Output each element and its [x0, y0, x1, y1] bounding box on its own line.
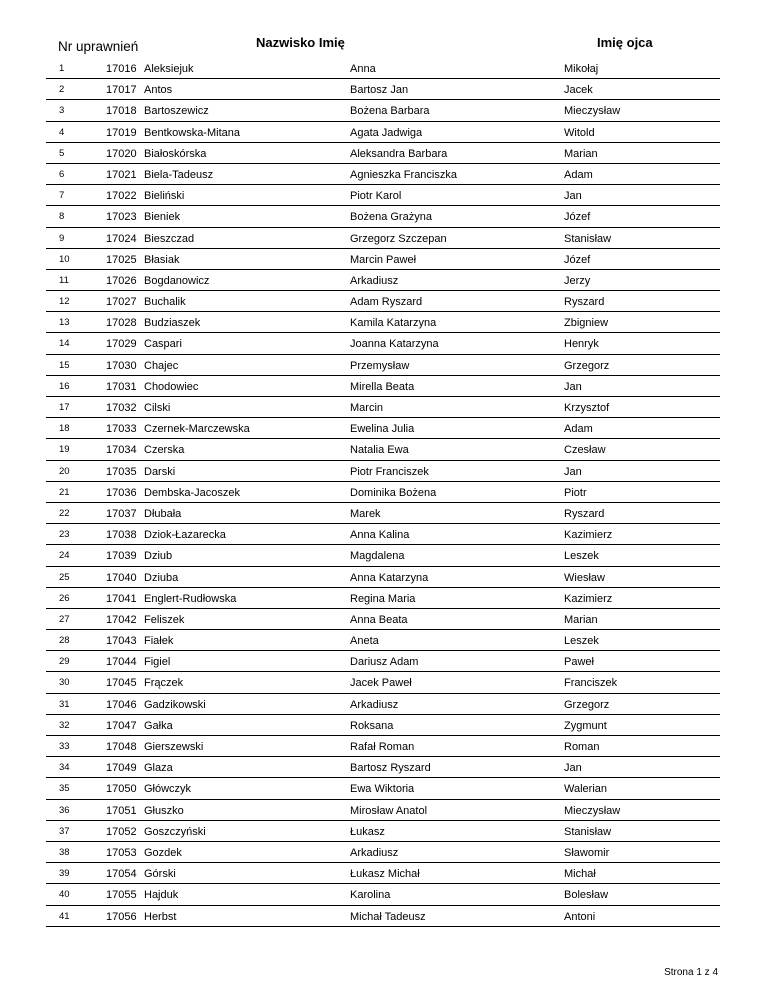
table-row [46, 228, 720, 249]
row-imie: Anna Kalina [350, 529, 410, 542]
row-imie-ojca: Jerzy [564, 274, 591, 287]
row-lp: 29 [59, 656, 70, 668]
row-lp: 35 [59, 783, 70, 795]
row-nr-uprawnien: 17023 [106, 211, 137, 224]
row-imie: Łukasz [350, 825, 385, 838]
table-row [46, 376, 720, 397]
row-imie: Marcin [350, 402, 384, 414]
row-nazwisko: Gierszewski [144, 741, 204, 753]
row-nr-uprawnien: 17029 [106, 338, 137, 351]
row-nazwisko: Dziub [144, 550, 173, 563]
row-lp: 39 [59, 868, 70, 880]
row-nazwisko: Dembska-Jacoszek [144, 486, 240, 499]
row-imie-ojca: Zygmunt [564, 719, 607, 732]
row-nazwisko: Bentkowska-Mitana [144, 126, 240, 139]
table-row [46, 545, 720, 566]
row-lp: 5 [59, 147, 65, 159]
table-row [46, 397, 720, 418]
row-imie-ojca: Marian [564, 147, 598, 160]
table-row [46, 143, 720, 164]
row-imie: Magdalena [350, 550, 405, 563]
row-nr-uprawnien: 17055 [106, 889, 137, 902]
row-nr-uprawnien: 17020 [106, 147, 137, 160]
row-lp: 21 [59, 486, 70, 498]
row-imie: Regina Maria [350, 592, 416, 605]
row-lp: 41 [59, 910, 70, 922]
table-row [46, 863, 720, 884]
table-row [46, 524, 720, 545]
row-nr-uprawnien: 17039 [106, 550, 137, 563]
row-nazwisko: Głuszko [144, 804, 184, 817]
row-nazwisko: Bieszczad [144, 232, 195, 245]
row-nazwisko: Aleksiejuk [144, 63, 194, 75]
row-imie: Mirosław Anatol [350, 804, 428, 817]
row-imie: Ewa Wiktoria [350, 783, 415, 796]
row-nr-uprawnien: 17043 [106, 635, 137, 648]
row-lp: 20 [59, 465, 70, 477]
row-nazwisko: Główczyk [144, 783, 192, 796]
row-lp: 33 [59, 741, 70, 752]
row-lp: 16 [59, 380, 70, 392]
row-imie: Michał Tadeusz [350, 910, 426, 923]
row-nr-uprawnien: 17021 [106, 168, 137, 181]
row-imie-ojca: Jacek [564, 84, 593, 97]
row-imie: Arkadiusz [350, 846, 399, 859]
row-imie: Dominika Bożena [350, 486, 437, 499]
row-lp: 17 [59, 402, 70, 413]
row-imie-ojca: Krzysztof [564, 402, 610, 414]
row-nr-uprawnien: 17028 [106, 317, 137, 330]
table-row [46, 757, 720, 778]
row-imie: Rafał Roman [350, 741, 415, 753]
row-lp: 2 [59, 84, 65, 96]
row-lp: 4 [59, 126, 65, 138]
row-lp: 10 [59, 253, 70, 265]
table-row [46, 164, 720, 185]
row-nazwisko: Budziaszek [144, 317, 201, 330]
row-imie: Karolina [350, 889, 391, 902]
row-imie-ojca: Michał [564, 868, 596, 881]
table-row [46, 715, 720, 736]
row-lp: 22 [59, 507, 70, 519]
table-row [46, 609, 720, 630]
row-imie-ojca: Marian [564, 613, 598, 626]
row-lp: 15 [59, 359, 70, 371]
row-nazwisko: Hajduk [144, 889, 179, 902]
table-row [46, 185, 720, 206]
row-imie: Przemysław [350, 359, 410, 372]
row-imie: Marcin Paweł [350, 253, 417, 266]
row-imie: Piotr Franciszek [350, 465, 429, 478]
row-imie: Aleksandra Barbara [350, 147, 448, 160]
row-nr-uprawnien: 17053 [106, 846, 137, 859]
row-nazwisko: Czernek-Marczewska [144, 423, 250, 436]
row-nazwisko: Bieniek [144, 211, 181, 224]
row-imie: Piotr Karol [350, 190, 402, 203]
table-row [46, 100, 720, 121]
table-row [46, 694, 720, 715]
row-nr-uprawnien: 17044 [106, 656, 137, 669]
table-row [46, 821, 720, 842]
row-imie-ojca: Kazimierz [564, 529, 613, 542]
row-imie: Marek [350, 507, 381, 520]
row-imie-ojca: Stanisław [564, 232, 612, 245]
row-nazwisko: Figiel [144, 656, 171, 669]
row-nazwisko: Feliszek [144, 613, 185, 626]
row-imie-ojca: Ryszard [564, 507, 605, 520]
row-imie: Arkadiusz [350, 698, 399, 711]
row-lp: 19 [59, 444, 70, 456]
row-nazwisko: Glaza [144, 762, 173, 775]
row-nazwisko: Białoskórska [144, 147, 207, 160]
table-row [46, 355, 720, 376]
row-imie: Łukasz Michał [350, 868, 420, 881]
row-nazwisko: Gozdek [144, 846, 182, 859]
table-row [46, 906, 720, 927]
row-lp: 32 [59, 719, 70, 731]
table-row [46, 800, 720, 821]
row-imie-ojca: Mieczysław [564, 804, 621, 817]
table-row [46, 270, 720, 291]
row-imie-ojca: Jan [564, 190, 582, 203]
row-lp: 1 [59, 63, 65, 74]
table-row [46, 439, 720, 460]
row-imie-ojca: Kazimierz [564, 592, 613, 605]
table-row [46, 588, 720, 609]
row-imie: Jacek Paweł [350, 677, 412, 690]
row-imie: Roksana [350, 719, 394, 732]
row-nr-uprawnien: 17018 [106, 105, 137, 118]
row-nr-uprawnien: 17042 [106, 613, 137, 626]
row-nr-uprawnien: 17022 [106, 190, 137, 203]
row-nazwisko: Gałka [144, 719, 173, 732]
row-imie: Agata Jadwiga [350, 126, 423, 139]
row-nr-uprawnien: 17052 [106, 825, 137, 838]
row-imie-ojca: Roman [564, 741, 600, 753]
row-nazwisko: Bartoszewicz [144, 105, 209, 118]
row-imie: Mirella Beata [350, 380, 415, 393]
row-nr-uprawnien: 17017 [106, 84, 137, 97]
row-imie-ojca: Walerian [564, 783, 607, 796]
row-nr-uprawnien: 17041 [106, 592, 137, 605]
row-nr-uprawnien: 17051 [106, 804, 137, 817]
row-lp: 38 [59, 846, 70, 858]
row-imie-ojca: Bolesław [564, 889, 609, 902]
row-lp: 36 [59, 804, 70, 816]
row-imie-ojca: Józef [564, 211, 591, 224]
row-nr-uprawnien: 17046 [106, 698, 137, 711]
row-imie-ojca: Leszek [564, 635, 599, 648]
row-imie-ojca: Grzegorz [564, 359, 610, 372]
row-imie: Agnieszka Franciszka [350, 168, 457, 181]
row-nazwisko: Goszczyński [144, 825, 206, 838]
row-lp: 3 [59, 105, 65, 117]
row-nazwisko: Fiałek [144, 635, 174, 648]
table-row [46, 503, 720, 524]
row-imie-ojca: Antoni [564, 910, 596, 923]
row-nr-uprawnien: 17036 [106, 486, 137, 499]
table-row [46, 249, 720, 270]
row-nazwisko: Czerska [144, 444, 185, 457]
row-nr-uprawnien: 17054 [106, 868, 137, 881]
table-row [46, 482, 720, 503]
row-nr-uprawnien: 17056 [106, 910, 137, 923]
row-nr-uprawnien: 17049 [106, 762, 137, 775]
row-lp: 14 [59, 338, 70, 350]
row-imie-ojca: Józef [564, 253, 591, 266]
header-nazwisko-imie: Nazwisko Imię [256, 35, 345, 50]
row-imie: Kamila Katarzyna [350, 317, 437, 330]
row-imie: Bartosz Ryszard [350, 762, 431, 775]
row-nazwisko: Chajec [144, 359, 179, 372]
row-nr-uprawnien: 17032 [106, 402, 137, 414]
row-nazwisko: Antos [144, 84, 173, 97]
row-imie: Bożena Barbara [350, 105, 430, 118]
row-nazwisko: Caspari [144, 338, 182, 351]
row-imie: Bożena Grażyna [350, 211, 432, 224]
row-lp: 37 [59, 825, 70, 837]
row-lp: 12 [59, 296, 70, 308]
row-imie-ojca: Czesław [564, 444, 606, 457]
row-nr-uprawnien: 17031 [106, 380, 137, 393]
table-row [46, 736, 720, 757]
table-row [46, 58, 720, 79]
table-row [46, 778, 720, 799]
row-nr-uprawnien: 17037 [106, 507, 137, 520]
table-row [46, 884, 720, 905]
row-lp: 27 [59, 613, 70, 625]
row-nazwisko: Bogdanowicz [144, 274, 210, 287]
table-row [46, 79, 720, 100]
page-number: Strona 1 z 4 [664, 967, 718, 978]
row-lp: 34 [59, 762, 70, 774]
row-nr-uprawnien: 17034 [106, 444, 137, 457]
row-nr-uprawnien: 17033 [106, 423, 137, 436]
row-nr-uprawnien: 17019 [106, 126, 137, 139]
row-nr-uprawnien: 17050 [106, 783, 137, 796]
row-nr-uprawnien: 17047 [106, 719, 137, 732]
row-lp: 25 [59, 571, 70, 583]
row-imie-ojca: Adam [564, 168, 593, 181]
table-row [46, 461, 720, 482]
row-imie-ojca: Jan [564, 762, 582, 775]
row-nazwisko: Bieliński [144, 190, 185, 203]
row-lp: 7 [59, 190, 65, 202]
row-nr-uprawnien: 17038 [106, 529, 137, 542]
row-imie-ojca: Ryszard [564, 296, 605, 309]
row-lp: 13 [59, 317, 70, 329]
table-row [46, 630, 720, 651]
row-lp: 23 [59, 529, 70, 541]
row-nazwisko: Biela-Tadeusz [144, 168, 214, 181]
row-imie: Anna Beata [350, 613, 408, 626]
row-nazwisko: Chodowiec [144, 380, 199, 393]
table-row [46, 291, 720, 312]
row-nazwisko: Herbst [144, 910, 177, 923]
row-nazwisko: Błasiak [144, 253, 180, 266]
row-imie: Dariusz Adam [350, 656, 419, 669]
row-imie-ojca: Paweł [564, 656, 594, 669]
row-imie: Anna [350, 63, 376, 75]
row-nazwisko: Dziok-Łazarecka [144, 529, 226, 542]
table-row [46, 122, 720, 143]
row-imie-ojca: Adam [564, 423, 593, 436]
table-row [46, 418, 720, 439]
row-imie-ojca: Leszek [564, 550, 599, 563]
table-row [46, 312, 720, 333]
row-nr-uprawnien: 17027 [106, 296, 137, 309]
row-imie: Joanna Katarzyna [350, 338, 439, 351]
row-imie-ojca: Zbigniew [564, 317, 609, 330]
row-imie-ojca: Jan [564, 380, 582, 393]
table-body [46, 58, 720, 927]
row-nazwisko: Englert-Rudłowska [144, 592, 237, 605]
row-imie: Natalia Ewa [350, 444, 409, 457]
row-imie: Adam Ryszard [350, 296, 423, 309]
row-nr-uprawnien: 17035 [106, 465, 137, 478]
table-row [46, 567, 720, 588]
row-imie-ojca: Grzegorz [564, 698, 610, 711]
row-imie: Ewelina Julia [350, 423, 415, 436]
row-imie: Grzegorz Szczepan [350, 232, 447, 245]
row-nazwisko: Buchalik [144, 296, 186, 309]
row-lp: 8 [59, 211, 65, 223]
row-lp: 26 [59, 592, 70, 604]
row-lp: 28 [59, 635, 70, 647]
row-nazwisko: Darski [144, 465, 176, 478]
header-imie-ojca: Imię ojca [597, 35, 653, 50]
row-imie: Aneta [350, 635, 379, 648]
header-nr-uprawnien: Nr uprawnień [58, 39, 139, 54]
row-imie-ojca: Wiesław [564, 571, 605, 584]
row-lp: 30 [59, 677, 70, 689]
row-imie-ojca: Mikołaj [564, 63, 599, 75]
row-imie-ojca: Franciszek [564, 677, 618, 690]
row-imie-ojca: Mieczysław [564, 105, 621, 118]
row-nr-uprawnien: 17026 [106, 274, 137, 287]
row-nazwisko: Cilski [144, 402, 171, 414]
row-lp: 31 [59, 698, 70, 710]
row-nr-uprawnien: 17024 [106, 232, 137, 245]
table-row [46, 206, 720, 227]
row-imie: Arkadiusz [350, 274, 399, 287]
row-lp: 18 [59, 423, 70, 435]
row-lp: 40 [59, 889, 70, 901]
row-nazwisko: Frączek [144, 677, 184, 690]
row-imie: Anna Katarzyna [350, 571, 429, 584]
row-lp: 24 [59, 550, 70, 562]
row-nr-uprawnien: 17048 [106, 741, 137, 753]
row-nazwisko: Górski [144, 868, 176, 881]
row-nr-uprawnien: 17040 [106, 571, 137, 584]
table-row [46, 651, 720, 672]
row-imie-ojca: Piotr [564, 486, 587, 499]
row-imie-ojca: Henryk [564, 338, 599, 351]
row-nr-uprawnien: 17016 [106, 63, 137, 75]
table-row [46, 333, 720, 354]
row-imie-ojca: Stanisław [564, 825, 612, 838]
row-imie: Bartosz Jan [350, 84, 409, 97]
row-nazwisko: Dłubała [144, 507, 182, 520]
row-nazwisko: Dziuba [144, 571, 179, 584]
table-row [46, 842, 720, 863]
row-imie-ojca: Witold [564, 126, 595, 139]
row-imie-ojca: Jan [564, 465, 582, 478]
row-lp: 9 [59, 232, 65, 244]
row-lp: 6 [59, 168, 65, 180]
row-nr-uprawnien: 17045 [106, 677, 137, 690]
table-row [46, 672, 720, 693]
row-nazwisko: Gadzikowski [144, 698, 206, 711]
row-nr-uprawnien: 17030 [106, 359, 137, 372]
row-imie-ojca: Sławomir [564, 846, 610, 859]
row-lp: 11 [59, 274, 69, 286]
row-nr-uprawnien: 17025 [106, 253, 137, 266]
